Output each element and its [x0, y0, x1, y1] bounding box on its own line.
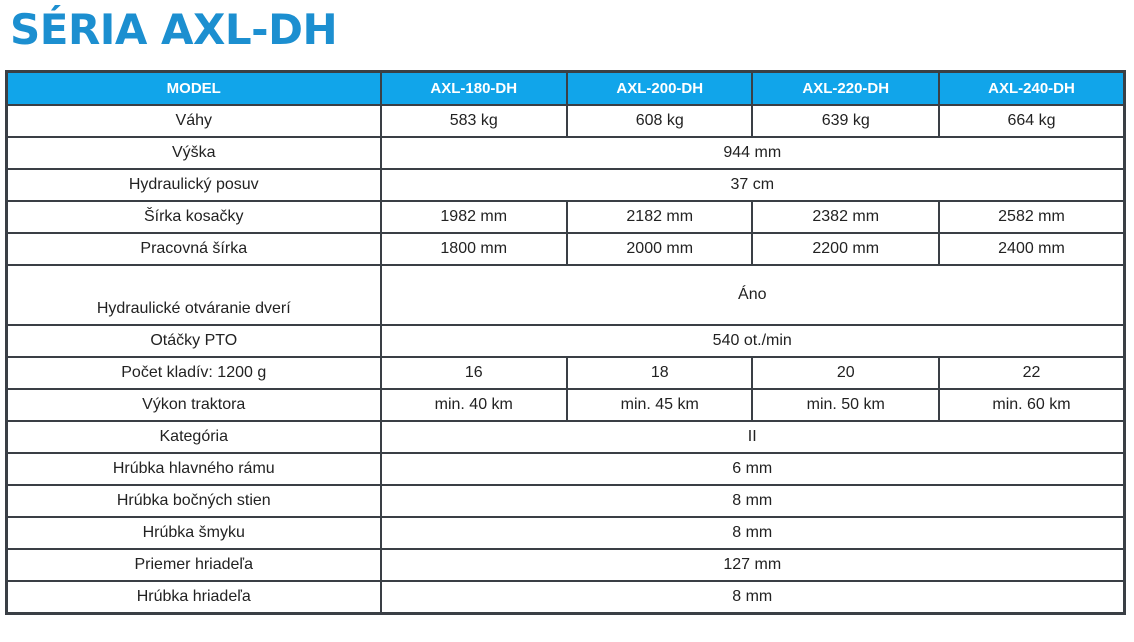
merged-cell: 6 mm	[381, 453, 1125, 485]
table-row	[7, 357, 1125, 389]
table-row	[7, 549, 1125, 581]
row-label: Priemer hriadeľa	[7, 549, 381, 581]
table-row	[7, 105, 1125, 137]
merged-cell: 8 mm	[381, 517, 1125, 549]
table-cell: 2382 mm	[752, 201, 939, 233]
row-label: Otáčky PTO	[7, 325, 381, 357]
table-header-row	[7, 72, 1125, 106]
table-cell: min. 50 km	[752, 389, 939, 421]
table-row	[7, 389, 1125, 421]
merged-cell: 37 cm	[381, 169, 1125, 201]
table-row	[7, 233, 1125, 265]
row-label: Výkon traktora	[7, 389, 381, 421]
row-label: Hrúbka šmyku	[7, 517, 381, 549]
table-row	[7, 485, 1125, 517]
table-cell: 22	[939, 357, 1125, 389]
spec-table	[5, 70, 1126, 615]
merged-cell: 8 mm	[381, 485, 1125, 517]
table-cell: 2200 mm	[752, 233, 939, 265]
table-cell: min. 45 km	[567, 389, 752, 421]
row-label: Hrúbka bočných stien	[7, 485, 381, 517]
merged-cell: 127 mm	[381, 549, 1125, 581]
table-row	[7, 453, 1125, 485]
table-cell: 608 kg	[567, 105, 752, 137]
merged-cell: 8 mm	[381, 581, 1125, 614]
header-axl-240-dh: AXL-240-DH	[939, 72, 1125, 106]
table-row	[7, 581, 1125, 614]
page-title: SÉRIA AXL-DH	[10, 5, 338, 54]
table-cell: 2182 mm	[567, 201, 752, 233]
table-cell: min. 60 km	[939, 389, 1125, 421]
table-row	[7, 421, 1125, 453]
table-cell: 2400 mm	[939, 233, 1125, 265]
table-cell: 2582 mm	[939, 201, 1125, 233]
table-cell: 1982 mm	[381, 201, 568, 233]
table-row	[7, 517, 1125, 549]
table-cell: 664 kg	[939, 105, 1125, 137]
table-row	[7, 137, 1125, 169]
row-label: Hydraulické otváranie dverí	[7, 265, 381, 325]
row-label: Šírka kosačky	[7, 201, 381, 233]
table-row	[7, 169, 1125, 201]
table-row	[7, 201, 1125, 233]
table-row	[7, 325, 1125, 357]
header-model: MODEL	[7, 72, 381, 106]
table-row	[7, 265, 1125, 325]
table-cell: 583 kg	[381, 105, 568, 137]
row-label: Hydraulický posuv	[7, 169, 381, 201]
row-label: Hrúbka hlavného rámu	[7, 453, 381, 485]
merged-cell: Áno	[381, 265, 1125, 325]
table-cell: 18	[567, 357, 752, 389]
table-cell: min. 40 km	[381, 389, 568, 421]
table-cell: 16	[381, 357, 568, 389]
row-label: Hrúbka hriadeľa	[7, 581, 381, 614]
merged-cell: 944 mm	[381, 137, 1125, 169]
table-cell: 639 kg	[752, 105, 939, 137]
row-label: Výška	[7, 137, 381, 169]
row-label: Kategória	[7, 421, 381, 453]
row-label: Váhy	[7, 105, 381, 137]
merged-cell: 540 ot./min	[381, 325, 1125, 357]
merged-cell: II	[381, 421, 1125, 453]
table-cell: 2000 mm	[567, 233, 752, 265]
header-axl-220-dh: AXL-220-DH	[752, 72, 939, 106]
header-axl-200-dh: AXL-200-DH	[567, 72, 752, 106]
header-axl-180-dh: AXL-180-DH	[381, 72, 568, 106]
table-cell: 1800 mm	[381, 233, 568, 265]
table-cell: 20	[752, 357, 939, 389]
row-label: Počet kladív: 1200 g	[7, 357, 381, 389]
row-label: Pracovná šírka	[7, 233, 381, 265]
